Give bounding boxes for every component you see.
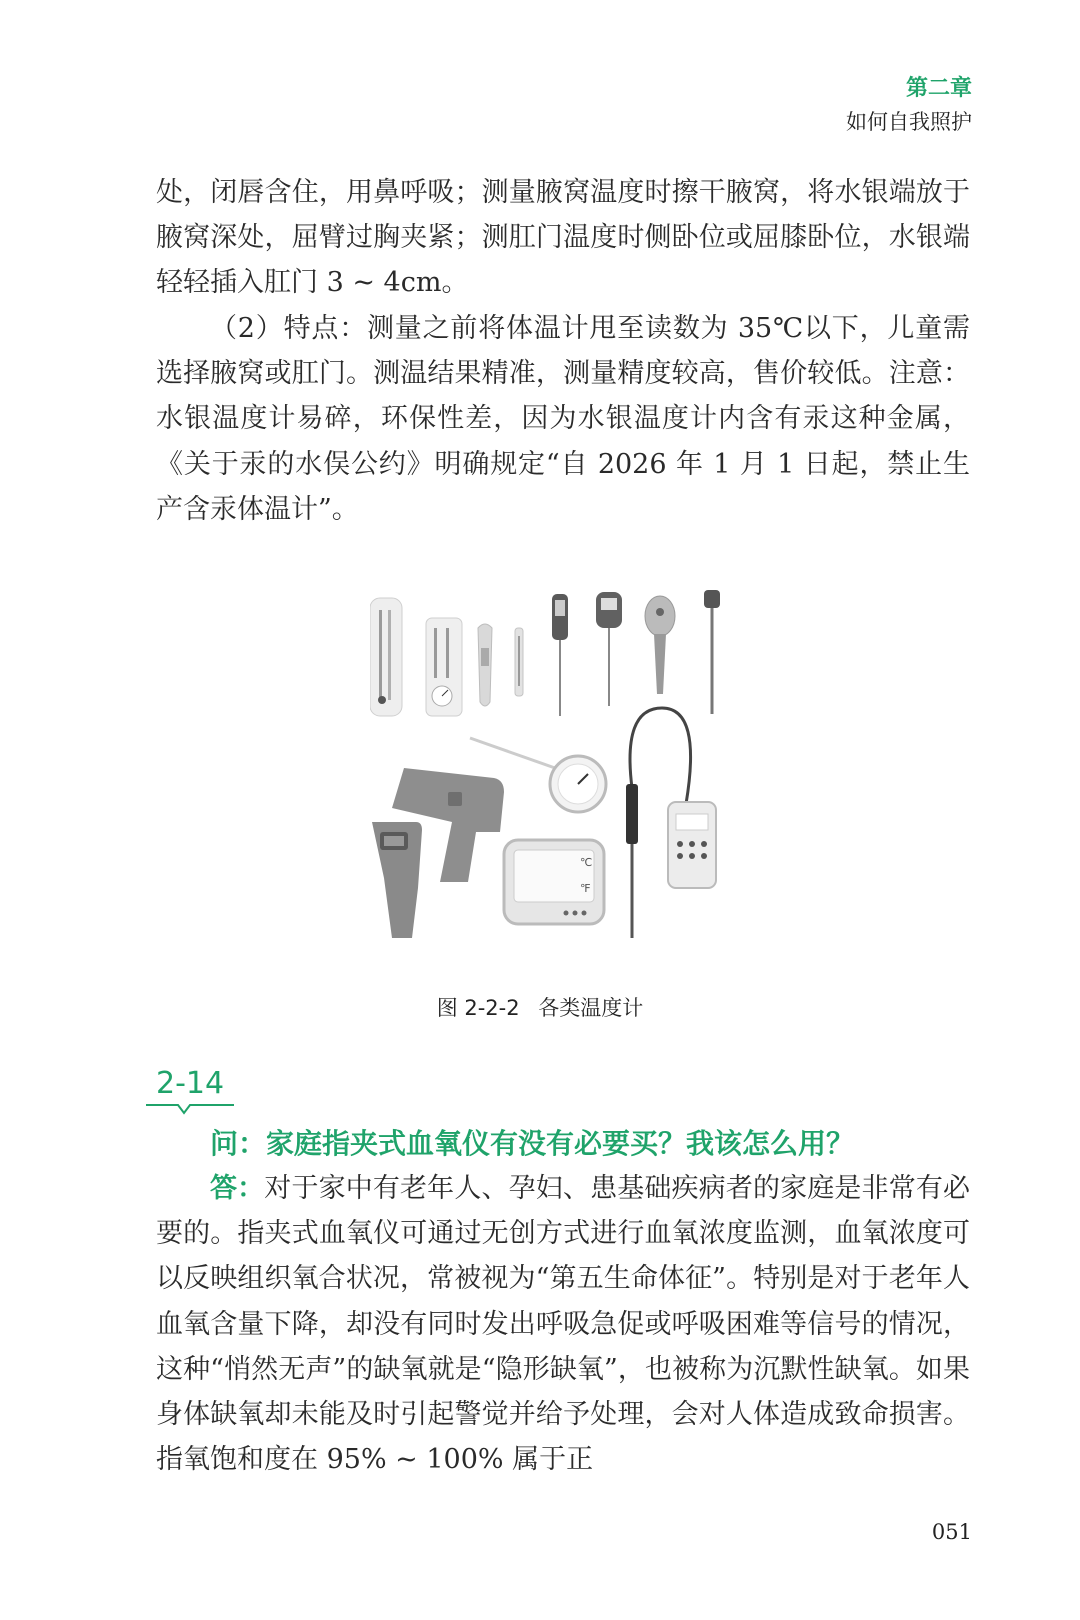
wall-thermometer-icon <box>370 598 402 716</box>
unit-celsius: ℃ <box>580 856 593 869</box>
glass-thermometer-icon <box>515 628 523 696</box>
probe-thermometer-icon <box>552 594 568 716</box>
chapter-label: 第二章 <box>905 76 972 101</box>
thermometers-illustration <box>370 588 740 973</box>
chapter-title: 如何自我照护 <box>846 110 972 134</box>
question-heading: 问：家庭指夹式血氧仪有没有必要买？我该怎么用？ <box>210 1127 855 1160</box>
probe-thermometer-icon-2 <box>596 592 622 706</box>
answer-text: 对于家中有老年人、孕妇、患基础疾病者的家庭是非常有必要的。指夹式血氧仪可通过无创方式进行血氧浓度监测，血氧浓度可以反映组织氧合状况，常被视为“第五生命体征”。特别是对于老年人血氧含量下降，却没有同时发出呼吸急促或呼吸困难等信号的情况，这种“悄然无声”的缺氧就是“隐形缺氧”，也被称为沉默性缺氧。如果身体缺氧却未能及时引起警觉并给予处理，会对人体造成致命损害。指氧饱和度在 95% ~ 100% 属于正 <box>156 1173 970 1476</box>
question-number: 2-14 <box>156 1066 225 1101</box>
rod-thermometer-icon <box>704 590 720 714</box>
figure-number: 图 2-2-2 <box>436 996 520 1020</box>
spoon-thermometer-icon <box>645 596 675 694</box>
cable-probe-thermometer-icon <box>626 708 716 938</box>
page-number: 051 <box>931 1520 972 1544</box>
unit-fahrenheit: ℉ <box>580 882 591 895</box>
dial-thermometer-icon <box>550 756 606 812</box>
paragraph-1: 处，闭唇含住，用鼻呼吸；测量腋窝温度时擦干腋窝，将水银端放于腋窝深处，屈臂过胸夹紧；测肛门温度时侧卧位或屈膝卧位，水银端轻轻插入肛门 3 ~ 4cm。 <box>156 177 970 299</box>
figure-title: 各类温度计 <box>538 996 644 1020</box>
dial-wall-thermometer-icon <box>426 618 462 716</box>
paragraph-2: （2）特点：测量之前将体温计甩至读数为 35℃以下，儿童需选择腋窝或肛门。测温结果精准，测量精度较高，售价较低。注意：水银温度计易碎，环保性差，因为水银温度计内含有汞这种金属，《关于汞的水俣公约》明确规定“自 2026 年 1 月 1 日起，禁止生产含汞体温计”。 <box>156 313 970 525</box>
answer-paragraph <box>156 1166 970 1482</box>
answer-label: 答： <box>210 1173 265 1204</box>
desktop-thermometer-display-icon <box>504 840 604 924</box>
handheld-infrared-thermometer-icon <box>372 822 422 938</box>
digital-thermometer-icon <box>478 624 492 706</box>
question-number-underline <box>146 1103 234 1121</box>
running-header <box>846 74 972 140</box>
figure-caption <box>0 992 1080 1022</box>
